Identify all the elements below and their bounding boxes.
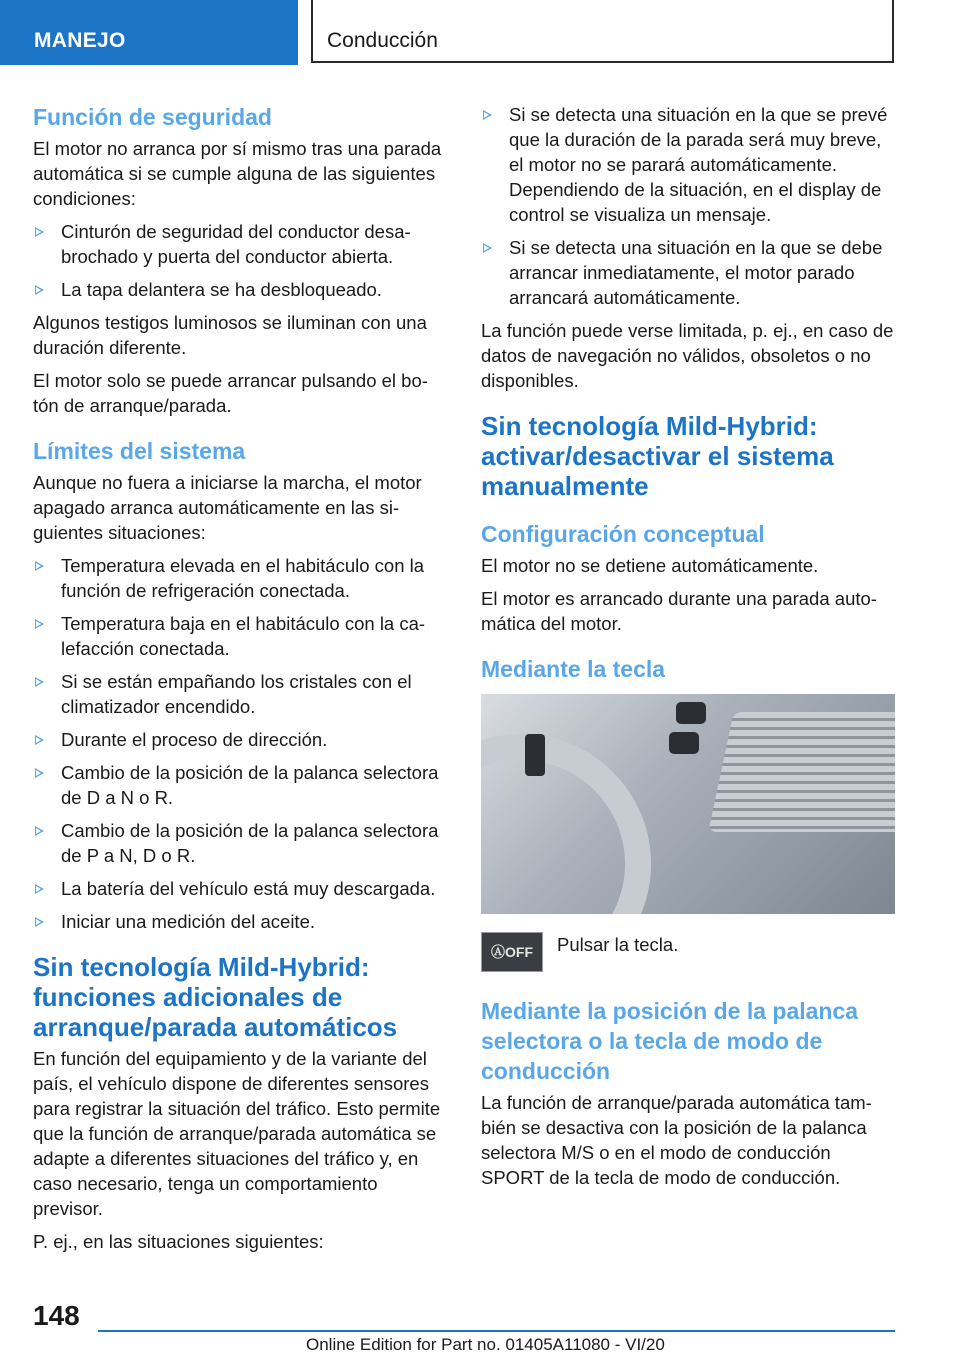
list-item: Si se están empañando los cristales con el climatizador encendido. (33, 669, 447, 719)
triangle-bullet-icon (35, 285, 44, 295)
bullet-list (481, 102, 895, 310)
bullet-list (33, 219, 447, 302)
triangle-bullet-icon (35, 826, 44, 836)
list-item: La batería del vehículo está muy descargada. (33, 876, 447, 901)
triangle-bullet-icon (35, 917, 44, 927)
right-column (481, 102, 895, 1198)
list-item: Temperatura baja en el habitáculo con la calefacción conectada. (33, 611, 447, 661)
list-item: Temperatura elevada en el habitáculo con la función de refrigeración conectada. (33, 553, 447, 603)
key-instruction (481, 932, 895, 974)
button-shape (669, 732, 699, 754)
paragraph: El motor solo se puede arrancar pulsando el botón de arranque/parada. (33, 370, 428, 416)
chapter-tab (311, 0, 894, 63)
air-vent-shape (708, 712, 895, 832)
page-number: 148 (33, 1300, 80, 1331)
list-item: La tapa delantera se ha desbloqueado. (33, 277, 447, 302)
heading-limites-sistema: Límites del sistema (33, 438, 246, 464)
heading-funcion-seguridad: Función de seguridad (33, 104, 272, 130)
triangle-bullet-icon (35, 677, 44, 687)
chapter-title: Conducción (327, 29, 438, 52)
triangle-bullet-icon (35, 561, 44, 571)
section-title: MANEJO (34, 29, 126, 52)
heading-mediante-palanca: Mediante la posición de la palanca selectora o la tecla de modo de conducción (481, 998, 859, 1084)
instruction-text: Pulsar la tecla. (557, 934, 679, 955)
list-item: Cambio de la posición de la palanca selectora de D a N o R. (33, 760, 447, 810)
list-item: Durante el proceso de dirección. (33, 727, 447, 752)
triangle-bullet-icon (35, 884, 44, 894)
triangle-bullet-icon (35, 768, 44, 778)
triangle-bullet-icon (35, 619, 44, 629)
triangle-bullet-icon (35, 227, 44, 237)
paragraph: P. ej., en las situaciones siguientes: (33, 1231, 324, 1252)
steering-wheel-shape (481, 734, 651, 914)
triangle-bullet-icon (483, 110, 492, 120)
list-item: Si se detecta una situación en la que se prevé que la duración de la parada será muy breve, el motor no se parará automáticamente. Dependiendo de la situación, en el display de control se visualiza un mensaje. (481, 102, 895, 227)
paragraph: El motor es arrancado durante una parada automática del motor. (481, 588, 877, 634)
heading-mediante-tecla: Mediante la tecla (481, 656, 666, 682)
list-item: Si se detecta una situación en la que se debe arrancar inmediatamente, el motor parado arrancará automáticamente. (481, 235, 895, 310)
auto-start-stop-off-icon: ⒶOFF (481, 932, 543, 972)
paragraph: La función de arranque/parada automática también se desactiva con la posición de la palanca selectora M/S o en el modo de conducción SPORT de la tecla de modo de conducción. (481, 1092, 872, 1188)
list-item: Iniciar una medición del aceite. (33, 909, 447, 934)
paragraph: El motor no arranca por sí mismo tras una parada automática si se cumple alguna de las siguientes condiciones: (33, 138, 442, 209)
list-item: Cinturón de seguridad del conductor desabrochado y puerta del conductor abierta. (33, 219, 447, 269)
paragraph: Aunque no fuera a iniciarse la marcha, el motor apagado arranca automáticamente en las siguientes situaciones: (33, 472, 422, 543)
heading-funciones-adicionales: Sin tecnología Mild-Hybrid: funciones adicionales de arranque/parada automáticos (33, 952, 398, 1042)
footer-edition: Online Edition for Part no. 01405A11080 - VI/20 (306, 1335, 665, 1354)
paragraph: La función puede verse limitada, p. ej., en caso de datos de navegación no válidos, obsoletos o no disponibles. (481, 320, 894, 391)
list-item: Cambio de la posición de la palanca selectora de P a N, D o R. (33, 818, 447, 868)
dashboard-photo (481, 694, 895, 914)
paragraph: El motor no se detiene automáticamente. (481, 555, 819, 576)
bullet-list (33, 553, 447, 934)
footer-divider (98, 1330, 895, 1332)
heading-activar-desactivar: Sin tecnología Mild-Hybrid: activar/desactivar el sistema manualmente (481, 411, 834, 501)
paragraph: Algunos testigos luminosos se iluminan con una duración diferente. (33, 312, 427, 358)
section-tab (0, 0, 298, 65)
triangle-bullet-icon (35, 735, 44, 745)
triangle-bullet-icon (483, 243, 492, 253)
paragraph: En función del equipamiento y de la variante del país, el vehículo dispone de diferentes sensores para registrar la situación del tráfico. Esto permite que la función de arranque/parada automática se adapte a diferentes situaciones del tráfico y, en caso necesario, tenga un comportamiento previsor. (33, 1048, 441, 1219)
button-shape (676, 702, 706, 724)
left-column (33, 102, 447, 1262)
lever-shape (525, 734, 545, 776)
heading-configuracion-conceptual: Configuración conceptual (481, 521, 765, 547)
